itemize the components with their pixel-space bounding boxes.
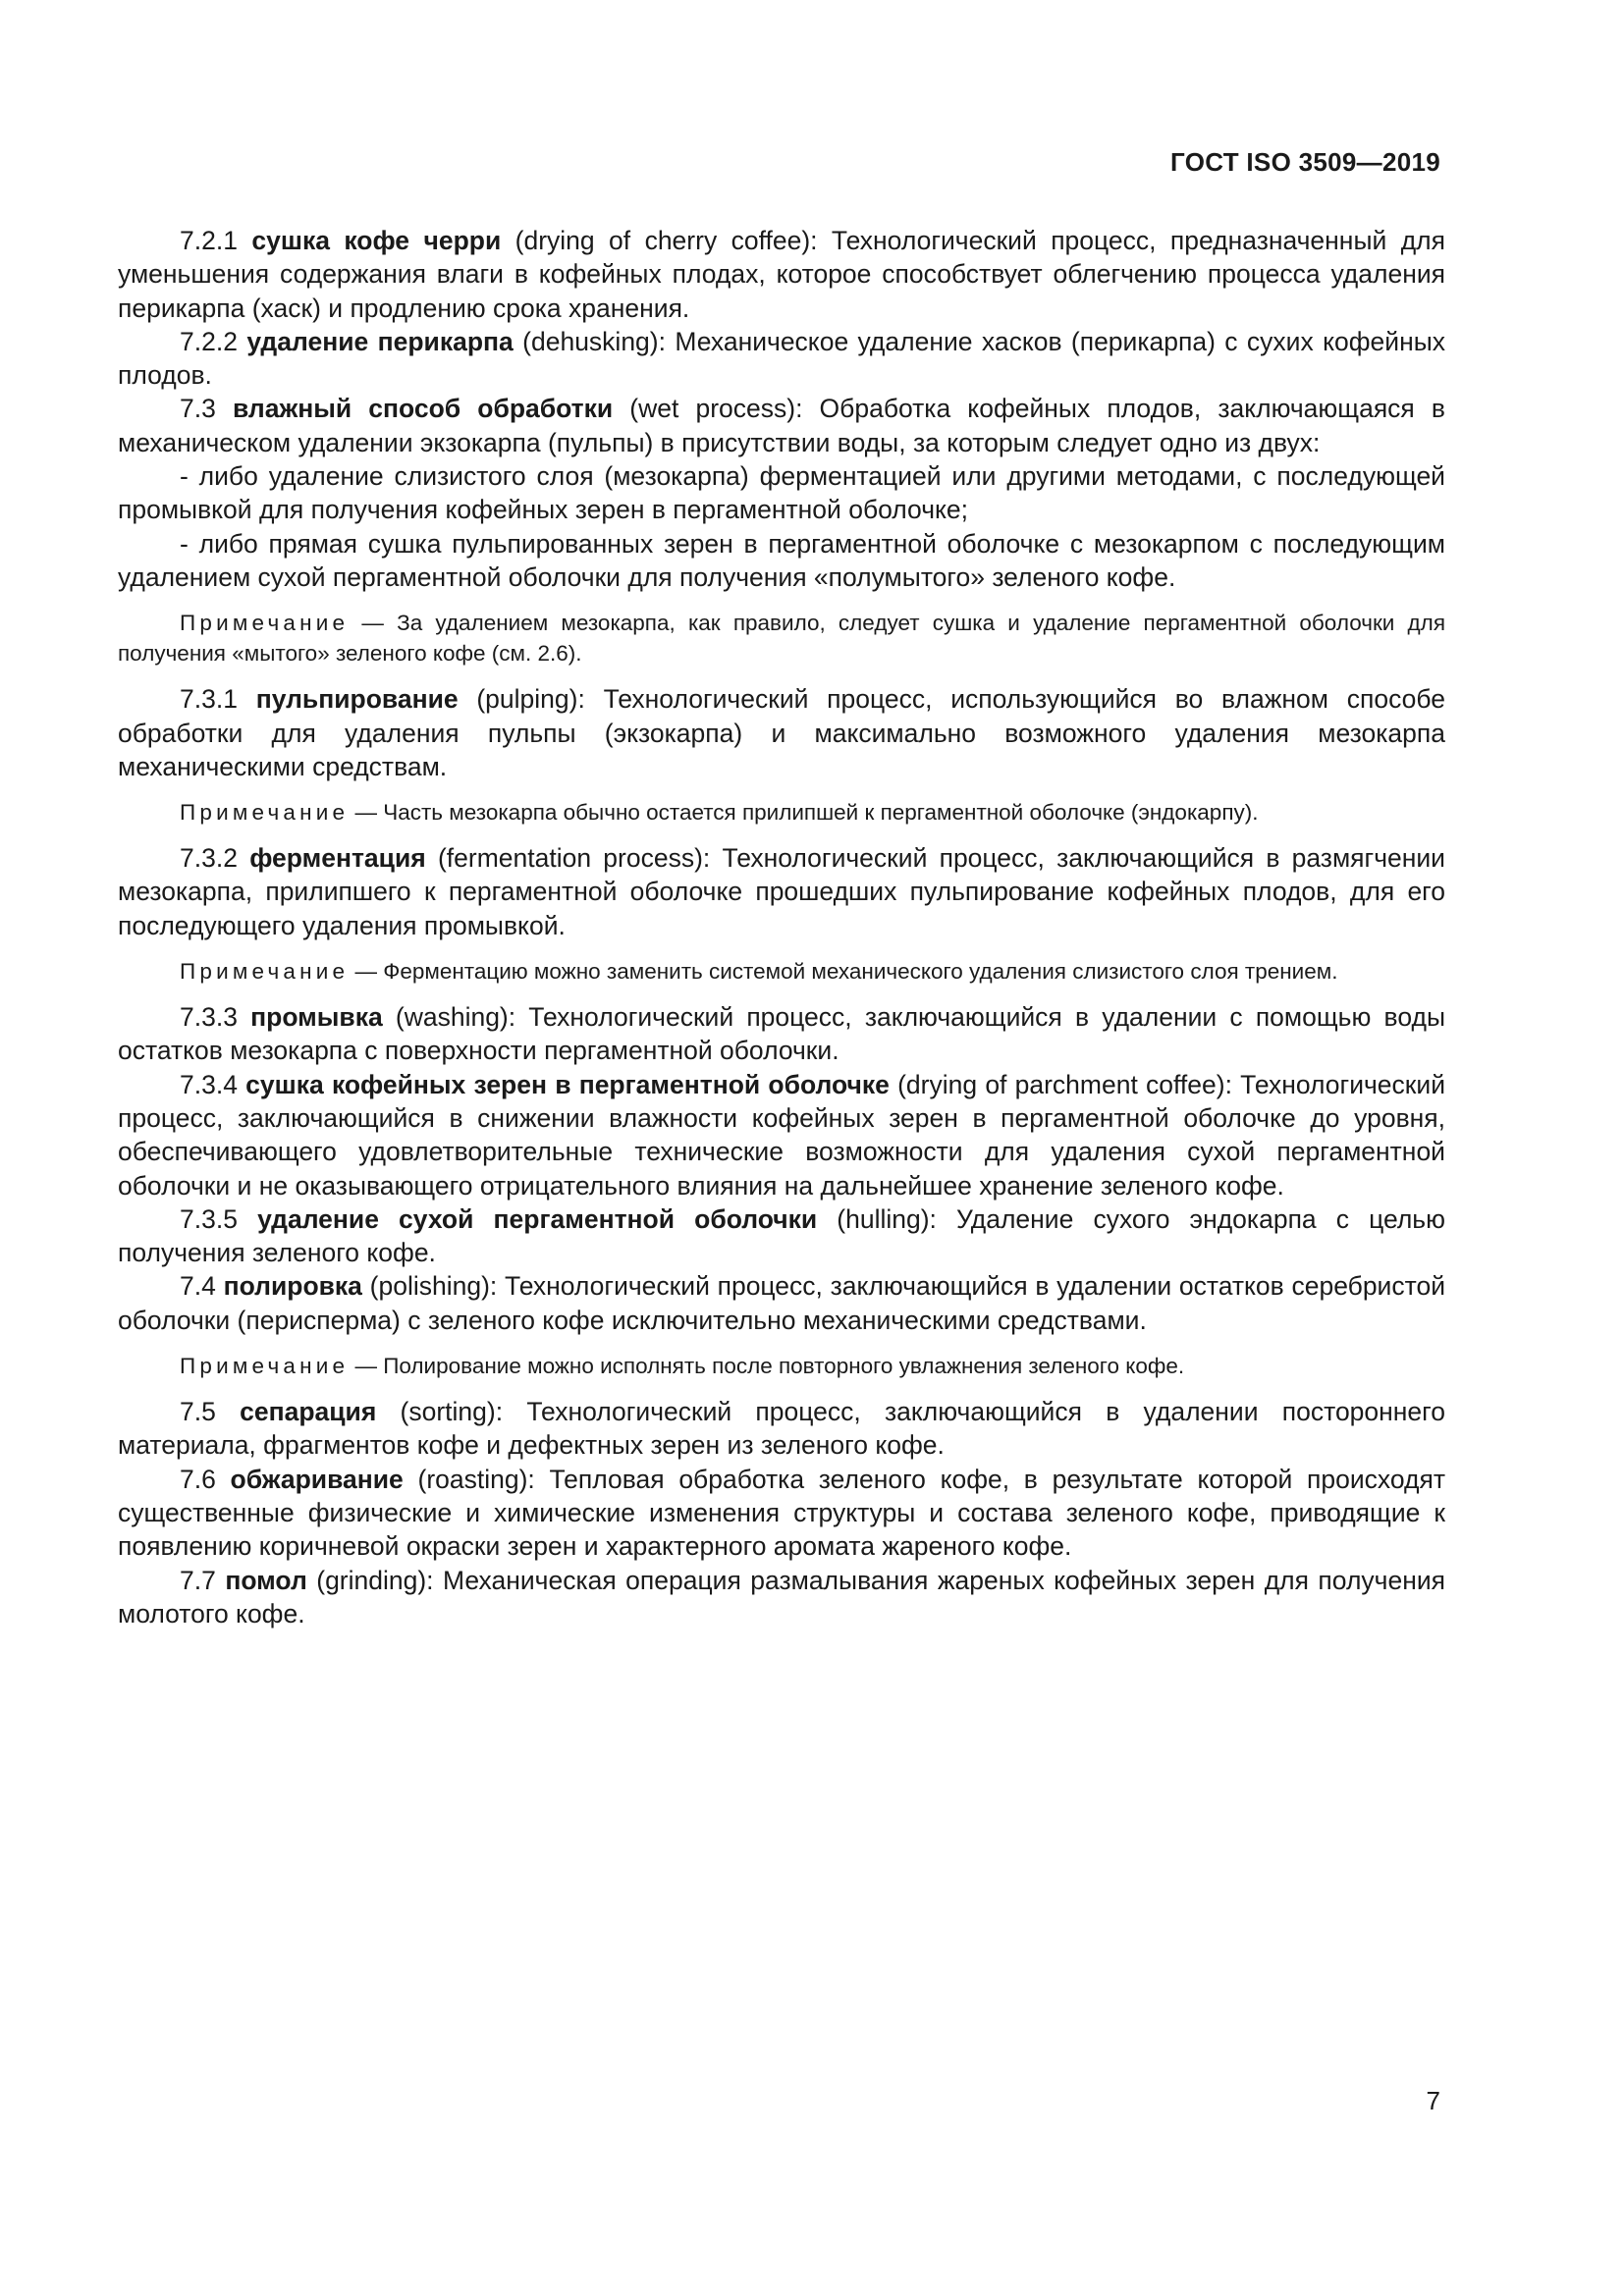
definition-7-3-3 xyxy=(118,1000,1445,1068)
clause-number: 7.3.4 xyxy=(180,1069,238,1099)
definition-7-3 xyxy=(118,392,1445,459)
clause-number: 7.5 xyxy=(180,1397,216,1427)
term: удаление перикарпа xyxy=(246,326,514,356)
definition-7-4 xyxy=(118,1269,1445,1337)
page-number: 7 xyxy=(1426,2086,1440,2115)
clause-number: 7.7 xyxy=(180,1565,216,1595)
definition-7-3-4 xyxy=(118,1068,1445,1202)
definition-text: (drying of cherry coffee): Технологический процесс, предназначенный для уменьшения содержания влаги в кофейных плодах, которое способствует облегчению процесса удаления перикарпа (хаск) и продлению срока хранения. xyxy=(118,226,1445,323)
clause-number: 7.3.1 xyxy=(180,684,238,715)
term: удаление сухой пергаментной оболочки xyxy=(257,1203,818,1234)
clause-number: 7.3.5 xyxy=(180,1203,238,1234)
term: помол xyxy=(225,1565,307,1595)
note-text: — За удалением мезокарпа, как правило, следует сушка и удаление пергаментной оболочки для получения «мытого» зеленого кофе (см. 2.6). xyxy=(118,611,1445,667)
term: сушка кофейных зерен в пергаментной оболочке xyxy=(245,1069,890,1099)
note-label: Примечание xyxy=(180,800,350,826)
list-item: - либо прямая сушка пульпированных зерен в пергаментной оболочке с мезокарпом с последующим удалением сухой пергаментной оболочки для получения «полумытого» зеленого кофе. xyxy=(118,528,1445,592)
document-body xyxy=(118,224,1445,1630)
term: сепарация xyxy=(240,1397,377,1427)
definition-7-3-1 xyxy=(118,682,1445,783)
document-header: ГОСТ ISO 3509—2019 xyxy=(1170,147,1440,177)
note-label: Примечание xyxy=(180,959,350,985)
definition-7-6 xyxy=(118,1463,1445,1564)
definition-text: (hulling): Удаление сухого эндокарпа с целью получения зеленого кофе. xyxy=(118,1203,1445,1268)
note-text: — Ферментацию можно заменить системой механического удаления слизистого слоя трением. xyxy=(349,959,1338,985)
note-label: Примечание xyxy=(180,1354,350,1379)
definition-text: (drying of parchment coffee): Технологический процесс, заключающийся в снижении влажности кофейных зерен в пергаментной оболочке до уровня, обеспечивающего удовлетворительные технические возможности для удаления сухой пергаментной оболочки и не оказывающего отрицательного влияния на дальнейшее хранение зеленого кофе. xyxy=(118,1069,1445,1201)
clause-number: 7.2.2 xyxy=(180,326,238,356)
note xyxy=(118,797,1445,828)
definition-text: (dehusking): Механическое удаление хасков (перикарпа) с сухих кофейных плодов. xyxy=(118,326,1445,391)
note xyxy=(118,608,1445,668)
term: пульпирование xyxy=(255,684,459,715)
clause-number: 7.4 xyxy=(180,1271,216,1302)
term: влажный способ обработки xyxy=(232,394,614,424)
clause-number: 7.6 xyxy=(180,1464,216,1494)
definition-7-3-5 xyxy=(118,1202,1445,1270)
clause-number: 7.3.2 xyxy=(180,843,238,874)
definition-text: (washing): Технологический процесс, заключающийся в удалении с помощью воды остатков мезокарпа с поверхности пергаментной оболочки. xyxy=(118,1002,1445,1066)
note xyxy=(118,1351,1445,1381)
note-text: — Полирование можно исполнять после повторного увлажнения зеленого кофе. xyxy=(349,1354,1185,1379)
note-label: Примечание xyxy=(180,611,350,636)
term: полировка xyxy=(223,1271,362,1302)
note-text: — Часть мезокарпа обычно остается прилипшей к пергаментной оболочке (эндокарпу). xyxy=(349,800,1259,826)
definition-7-2-1 xyxy=(118,224,1445,325)
term: обжаривание xyxy=(230,1464,404,1494)
definition-7-3-2 xyxy=(118,841,1445,942)
definition-text: (roasting): Тепловая обработка зеленого кофе, в результате которой происходят существенные физические и химические изменения структуры и состава зеленого кофе, приводящие к появлению коричневой окраски зерен и характерного аромата жареного кофе. xyxy=(118,1464,1445,1562)
clause-number: 7.3 xyxy=(180,394,216,424)
definition-text: (sorting): Технологический процесс, заключающийся в удалении постороннего материала, фрагментов кофе и дефектных зерен из зеленого кофе. xyxy=(118,1397,1445,1461)
clause-number: 7.2.1 xyxy=(180,226,238,255)
definition-text: (pulping): Технологический процесс, использующийся во влажном способе обработки для удаления пульпы (экзокарпа) и максимально возможного удаления мезокарпа механическими средствам. xyxy=(118,684,1445,781)
term: ферментация xyxy=(249,843,426,874)
clause-number: 7.3.3 xyxy=(180,1002,238,1033)
definition-7-5 xyxy=(118,1395,1445,1463)
definition-7-7 xyxy=(118,1564,1445,1631)
definition-text: (polishing): Технологический процесс, заключающийся в удалении остатков серебристой оболочки (перисперма) с зеленого кофе исключительно механическими средствами. xyxy=(118,1271,1445,1335)
definition-text: (wet process): Обработка кофейных плодов, заключающаяся в механическом удалении экзокарпа (пульпы) в присутствии воды, за которым следует одно из двух: xyxy=(118,394,1445,457)
list-item: - либо удаление слизистого слоя (мезокарпа) ферментацией или другими методами, с последующей промывкой для получения кофейных зерен в пергаментной оболочке; xyxy=(118,461,1445,525)
term: промывка xyxy=(250,1002,383,1033)
term: сушка кофе черри xyxy=(251,226,502,255)
note xyxy=(118,956,1445,987)
definition-text: (grinding): Механическая операция размалывания жареных кофейных зерен для получения молотого кофе. xyxy=(118,1565,1445,1629)
definition-7-2-2 xyxy=(118,325,1445,393)
definition-text: (fermentation process): Технологический процесс, заключающийся в размягчении мезокарпа, прилипшего к пергаментной оболочке прошедших пульпирование кофейных плодов, для его последующего удаления промывкой. xyxy=(118,843,1445,940)
